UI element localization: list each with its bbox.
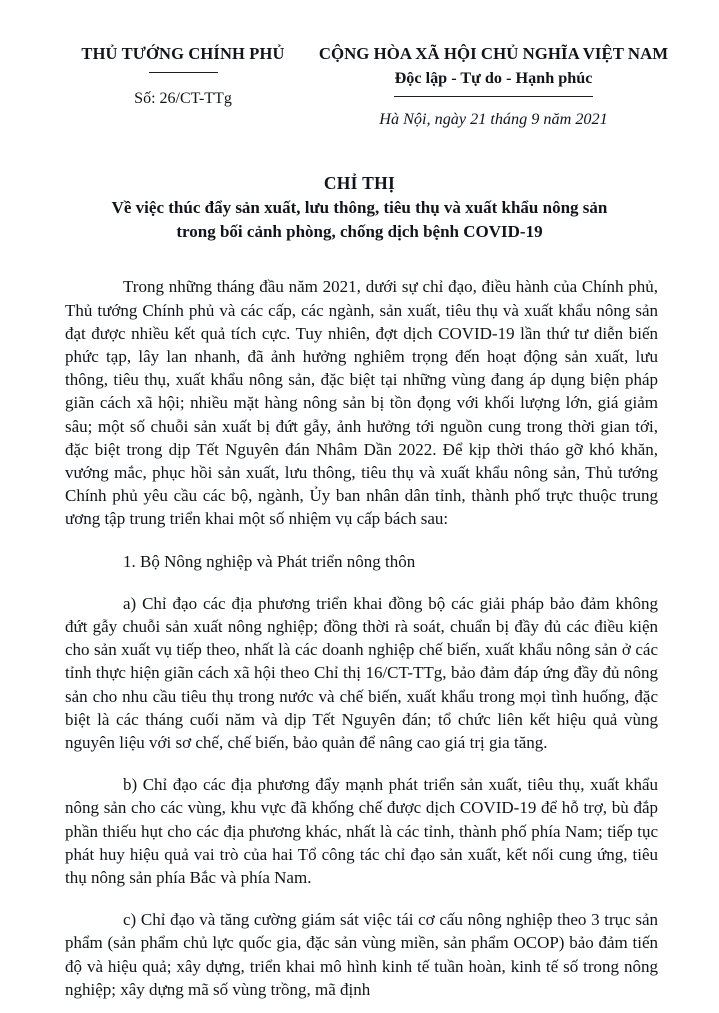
motto-divider	[394, 96, 593, 97]
issuing-authority: THỦ TƯỚNG CHÍNH PHỦ	[81, 44, 285, 63]
section-1-heading: 1. Bộ Nông nghiệp và Phát triển nông thôn	[123, 551, 416, 571]
section-1-item-c: c) Chỉ đạo và tăng cường giám sát việc tái cơ cấu nông nghiệp theo 3 trục sản phẩm (sản phẩm chủ lực quốc gia, đặc sản vùng miền, sản phẩm OCOP) bảo đảm tiến độ và hiệu quả; xây dựng, triển khai mô hình kinh tế tuần hoàn, kinh tế số trong nông nghiệp; xây dựng mã số vùng trồng, mã định	[65, 910, 658, 999]
document-subtitle	[0, 196, 719, 244]
authority-divider	[149, 72, 218, 73]
document-title-block	[0, 173, 719, 244]
document-subtitle-line-1: Về việc thúc đẩy sản xuất, lưu thông, tiêu thụ và xuất khẩu nông sản	[111, 198, 608, 218]
document-header	[0, 0, 719, 129]
intro-paragraph: Trong những tháng đầu năm 2021, dưới sự chỉ đạo, điều hành của Chính phủ, Thủ tướng Chính phủ và các cấp, các ngành, sản xuất, tiêu thụ và xuất khẩu nông sản đạt được nhiều kết quả tích cực. Tuy nhiên, đợt dịch COVID-19 lần thứ tư diễn biến phức tạp, lây lan nhanh, đã ảnh hưởng nghiêm trọng đến hoạt động sản xuất, lưu thông, tiêu thụ, xuất khẩu nông sản, đặc biệt tại những vùng đang áp dụng biện pháp giãn cách xã hội; nhiều mặt hàng nông sản bị tồn đọng với khối lượng lớn, giá giảm sâu; một số chuỗi sản xuất bị đứt gẫy, ảnh hưởng tới nguồn cung trong thời gian tới, đặc biệt trong dịp Tết Nguyên đán Nhâm Dần 2022. Để kịp thời tháo gỡ khó khăn, vướng mắc, phục hồi sản xuất, lưu thông, tiêu thụ và xuất khẩu nông sản, Thủ tướng Chính phủ yêu cầu các bộ, ngành, Ủy ban nhân dân tỉnh, thành phố trực thuộc trung ương tập trung triển khai một số nhiệm vụ cấp bách sau:	[65, 277, 658, 529]
section-1-item-b: b) Chỉ đạo các địa phương đẩy mạnh phát triển sản xuất, tiêu thụ, xuất khẩu nông sản cho các vùng, khu vực đã khống chế được dịch COVID-19 để hỗ trợ, bù đắp phần thiếu hụt cho các địa phương khác, nhất là các tỉnh, thành phố phía Nam; tiếp tục phát huy hiệu quả vai trò của hai Tổ công tác chỉ đạo sản xuất, kết nối cung ứng, tiêu thụ nông sản phía Bắc và phía Nam.	[65, 775, 658, 887]
section-1-item-a: a) Chỉ đạo các địa phương triển khai đồng bộ các giải pháp bảo đảm không đứt gẫy chuỗi sản xuất nông nghiệp; đồng thời rà soát, chuẩn bị đầy đủ các điều kiện cho sản xuất vụ tiếp theo, nhất là các doanh nghiệp chế biến, xuất khẩu nông sản ở các tỉnh thực hiện giãn cách xã hội theo Chỉ thị 16/CT-TTg, bảo đảm đáp ứng đầy đủ nông sản cho nhu cầu tiêu thụ trong nước và chế biến, xuất khẩu trong mọi tình huống, đặc biệt là các tháng cuối năm và dịp Tết Nguyên đán; tổ chức liên kết hiệu quả vùng nguyên liệu với sơ chế, chế biến, bảo quản để nâng cao giá trị gia tăng.	[65, 593, 658, 752]
document-body	[65, 275, 658, 1001]
place-and-date: Hà Nội, ngày 21 tháng 9 năm 2021	[379, 110, 608, 129]
document-subtitle-line-2: trong bối cảnh phòng, chống dịch bệnh COVID-19	[176, 222, 543, 242]
issuing-authority-block	[60, 44, 306, 108]
national-name: CỘNG HÒA XÃ HỘI CHỦ NGHĨA VIỆT NAM	[318, 44, 669, 63]
document-type-title: CHỈ THỊ	[323, 173, 396, 194]
national-heading-block	[306, 44, 681, 129]
national-motto: Độc lập - Tự do - Hạnh phúc	[394, 68, 593, 87]
document-number: Số: 26/CT-TTg	[134, 90, 232, 108]
